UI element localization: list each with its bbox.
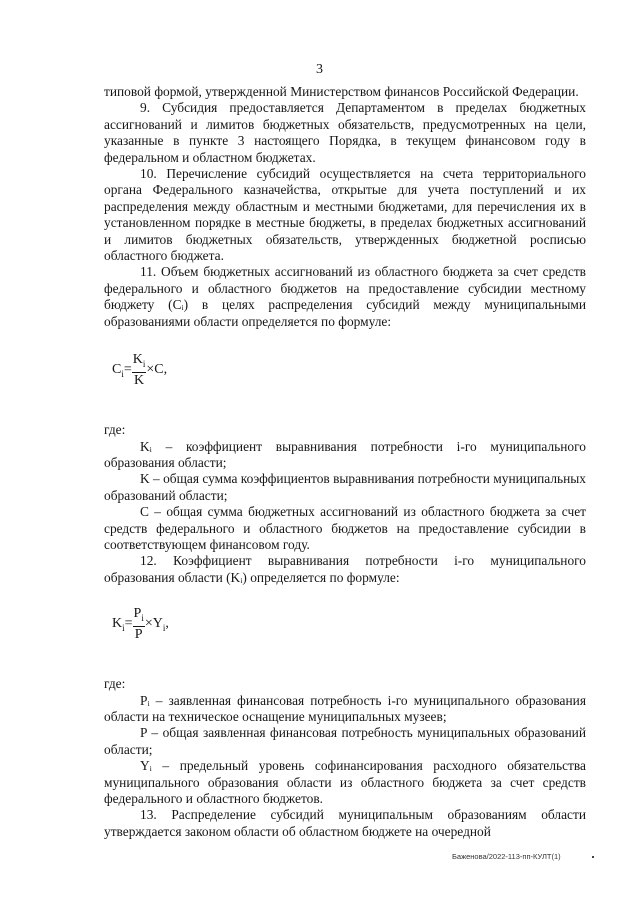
formula-ki-tail: , <box>165 616 169 632</box>
formula-ci <box>112 352 586 402</box>
document-footer-code: Баженова/2022-113-пп-КУЛТ(1) <box>452 852 561 861</box>
paragraph-10: 10. Перечисление субсидий осуществляется на счета территориального органа Федерального казначейства, открытые для учета поступлений и их распределения между областным и местными бюджетами, для перечисления их в установленном порядке в местные бюджеты, в пределах бюджетных ассигнований и лимитов бюджетных обязательств, утвержденных бюджетной росписью областного бюджета. <box>104 166 586 264</box>
paragraph-13: 13. Распределение субсидий муниципальным образованиям области утверждается законом области об областном бюджете на очередной <box>104 807 586 839</box>
formula-ci-rhs: ×C, <box>146 362 168 378</box>
paragraph-11: 11. Объем бюджетных ассигнований из областного бюджета за счет средств федерального и областного бюджетов на предоставление субсидии местному бюджету (Cᵢ) в целях распределения субсидий между муниципальными образованиями области определяется по формуле: <box>104 264 586 329</box>
formula-ki-eq: = <box>124 616 133 632</box>
formula-ki-fraction <box>133 606 145 642</box>
formula-ci-lhs: C <box>112 362 122 378</box>
document-body <box>104 84 586 840</box>
definition-p: P – общая заявленная финансовая потребность муниципальных образований области; <box>104 725 586 757</box>
formula-ki-rhs-sub: i <box>162 623 166 634</box>
formula-ci-eq: = <box>123 362 132 378</box>
page-number: 3 <box>316 62 323 77</box>
formula-ki-lhs: K <box>112 616 123 632</box>
where-label-1: где: <box>104 422 126 438</box>
formula-ki <box>112 606 586 656</box>
formula-ci-num: K <box>132 352 143 368</box>
definition-pi: Pᵢ – заявленная финансовая потребность i-го муниципального образования области на техническое оснащение муниципальных музеев; <box>104 692 586 724</box>
paragraph-9: 9. Субсидия предоставляется Департаментом в пределах бюджетных ассигнований и лимитов бюджетных обязательств, предусмотренных на цели, указанные в пункте 3 настоящего Порядка, в текущем финансовом году в федеральном и областном бюджетах. <box>104 100 586 165</box>
definition-k: K – общая сумма коэффициентов выравнивания потребности муниципальных образований области; <box>104 471 586 503</box>
definition-ki: Kᵢ – коэффициент выравнивания потребности i-го муниципального образования области; <box>104 438 586 470</box>
formula-ki-lhs-sub: i <box>122 623 125 634</box>
formula-ci-den: K <box>134 372 145 388</box>
formula-ci-num-sub: i <box>142 358 146 369</box>
scan-mark <box>592 856 594 858</box>
formula-ki-den: P <box>134 626 143 642</box>
formula-ci-lhs-sub: i <box>121 369 124 380</box>
definition-yi: Yᵢ – предельный уровень софинансирования расходного обязательства муниципального образования области из областного бюджета за счет средств федерального и областного бюджетов. <box>104 758 586 806</box>
paragraph-continuation: типовой формой, утвержденной Министерством финансов Российской Федерации. <box>104 84 579 99</box>
formula-ki-num: P <box>133 606 142 622</box>
formula-ki-num-sub: i <box>141 612 144 623</box>
definition-c: C – общая сумма бюджетных ассигнований из областного бюджета за счет средств федерального и областного бюджетов на предоставление субсидии в соответствующем финансовом году. <box>104 504 586 552</box>
formula-ki-rhs: ×Y <box>144 616 163 632</box>
where-label-2: где: <box>104 676 126 692</box>
formula-ci-fraction <box>132 352 147 388</box>
paragraph-12: 12. Коэффициент выравнивания потребности i-го муниципального образования области (Kᵢ) определяется по формуле: <box>104 553 586 585</box>
